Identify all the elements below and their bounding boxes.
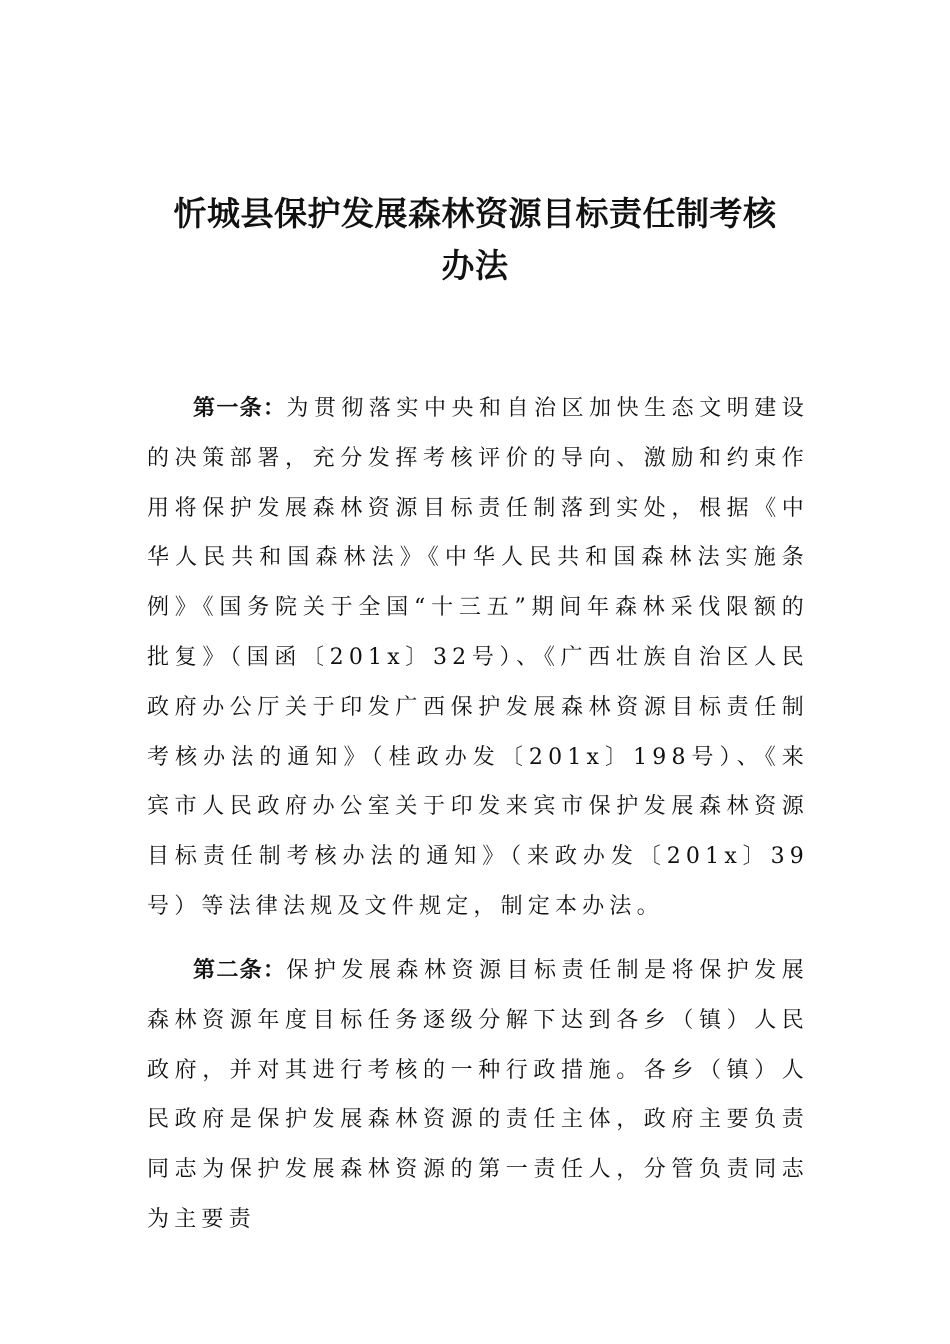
article-1-label: 第一条： bbox=[193, 396, 287, 421]
article-1-paragraph bbox=[147, 384, 809, 932]
article-2-paragraph bbox=[147, 946, 809, 1245]
title-line-2: 办法 bbox=[441, 246, 509, 285]
article-1-text: 为贯彻落实中央和自治区加快生态文明建设的决策部署，充分发挥考核评价的导向、激励和约束作用将保护发展森林资源目标责任制落到实处，根据《中华人民共和国森林法》《中华人民共和国森林法实施条例》《国务院关于全国“十三五”期间年森林采伐限额的批复》（国函〔201x〕32号）、《广西壮族自治区人民政府办公厅关于印发广西保护发展森林资源目标责任制考核办法的通知》（桂政办发〔201x〕198号）、《来宾市人民政府办公室关于印发来宾市保护发展森林资源目标责任制考核办法的通知》（来政办发〔201x〕39号）等法律法规及文件规定，制定本办法。 bbox=[147, 396, 809, 919]
title-line-1: 忻城县保护发展森林资源目标责任制考核 bbox=[173, 194, 777, 233]
article-2-text: 保护发展森林资源目标责任制是将保护发展森林资源年度目标任务逐级分解下达到各乡（镇）人民政府，并对其进行考核的一种行政措施。各乡（镇）人民政府是保护发展森林资源的责任主体，政府主要负责同志为保护发展森林资源的第一责任人，分管负责同志为主要责 bbox=[147, 958, 809, 1232]
document-title bbox=[130, 188, 820, 292]
article-2-label: 第二条： bbox=[193, 958, 287, 983]
